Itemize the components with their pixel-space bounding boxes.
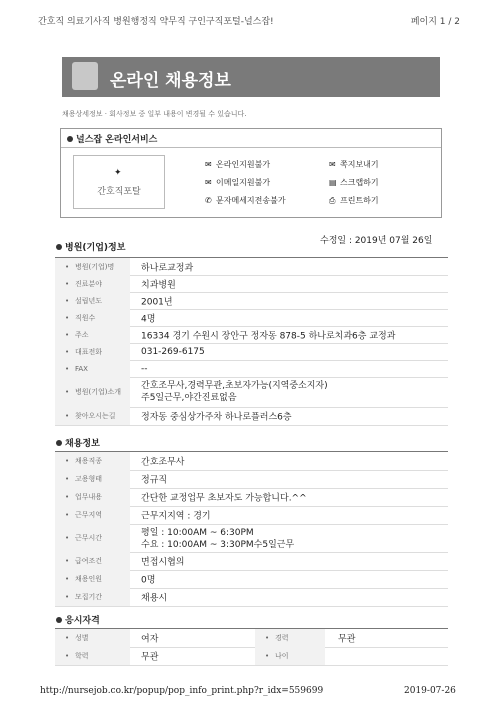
info-row	[55, 258, 448, 276]
row-label: • FAX	[55, 360, 130, 377]
print-header-page: 페이지 1 / 2	[410, 17, 460, 27]
bullet-icon	[56, 440, 62, 446]
row-label: • 급여조건	[55, 552, 130, 570]
recruit-title-text: 채용정보	[65, 439, 100, 449]
row-value: 무관	[338, 634, 356, 645]
qualification-section-title	[56, 613, 100, 626]
info-row	[55, 647, 448, 666]
row-value: 하나로교정과	[141, 263, 194, 273]
send-message-label: 쪽지보내기	[340, 160, 379, 169]
bullet-icon: •	[65, 279, 70, 288]
row-value: 0명	[141, 575, 156, 586]
send-message-button[interactable]	[329, 159, 379, 170]
row-label: • 직원수	[55, 309, 130, 326]
banner	[62, 57, 440, 97]
online-apply-button[interactable]	[205, 159, 270, 170]
scrap-button[interactable]	[329, 177, 379, 188]
service-title-text: 널스잡 온라인서비스	[76, 135, 158, 145]
info-row	[55, 326, 448, 344]
print-label: 프린트하기	[340, 196, 379, 205]
bullet-icon: •	[65, 457, 70, 465]
info-row	[55, 452, 448, 471]
print-button[interactable]	[329, 195, 379, 206]
sparkle-icon: ✦	[114, 168, 122, 178]
notice-text: 채용상세정보 · 회사정보 중 일부 내용이 변경될 수 있습니다.	[62, 110, 247, 118]
row-value: 간단한 교정업무 초보자도 가능합니다.^^	[141, 493, 307, 504]
row-value: 간호조무사,경력무관,초보자가능(지역중소지자) 주5일근무,야간진료없음	[141, 381, 328, 403]
mail-icon: ✉	[205, 160, 212, 169]
row-label: • 근무지역	[55, 506, 130, 524]
row-label: • 채용직종	[55, 452, 130, 470]
row-label: • 채용인원	[55, 570, 130, 588]
online-service-box	[60, 128, 442, 218]
row-value: 정자동 중심상가주차 하나로플러스6층	[141, 412, 292, 423]
bullet-icon: •	[65, 313, 70, 322]
info-row	[55, 524, 448, 553]
row-label: • 경력	[255, 629, 325, 647]
info-row	[55, 506, 448, 525]
row-value: 4명	[141, 314, 156, 324]
bullet-icon: •	[65, 557, 70, 565]
row-value: 채용시	[141, 593, 168, 604]
row-label: • 나이	[255, 647, 325, 665]
note-icon: ✉	[329, 160, 336, 169]
footer-url: http://nursejob.co.kr/popup/pop_info_print.php?r_idx=559699	[40, 686, 324, 696]
scrap-icon: ▤	[329, 178, 337, 187]
bullet-icon	[56, 617, 62, 623]
sms-button[interactable]	[205, 195, 286, 206]
scrap-label: 스크랩하기	[340, 178, 379, 187]
row-label: • 모집기간	[55, 588, 130, 606]
bullet-icon: •	[65, 511, 70, 519]
row-label: • 진료분야	[55, 275, 130, 292]
row-value: 정규직	[141, 475, 168, 486]
info-row	[55, 360, 448, 378]
modified-date: 수정일 : 2019년 07월 26일	[320, 236, 433, 246]
row-label: • 찾아오시는길	[55, 407, 130, 425]
bullet-icon: •	[65, 388, 70, 396]
row-value: 2001년	[141, 297, 173, 307]
info-row	[55, 309, 448, 327]
bullet-icon: •	[265, 652, 270, 660]
info-row	[55, 275, 448, 293]
row-label: • 대표전화	[55, 343, 130, 360]
bullet-icon: •	[65, 575, 70, 583]
info-row	[55, 292, 448, 310]
info-row	[55, 470, 448, 489]
row-label: • 고용형태	[55, 470, 130, 488]
bullet-icon: •	[65, 347, 70, 356]
email-apply-button[interactable]	[205, 177, 270, 188]
banner-title: 온라인 채용정보	[110, 71, 231, 91]
row-value: 면접시협의	[141, 557, 185, 568]
sms-label: 문자메세지전송불가	[216, 196, 286, 205]
info-row	[55, 377, 448, 408]
row-value: --	[141, 363, 148, 374]
bullet-icon: •	[65, 330, 70, 339]
info-row	[55, 407, 448, 426]
row-value: 무관	[141, 652, 159, 663]
row-value: 여자	[141, 634, 159, 645]
bullet-icon: •	[65, 296, 70, 305]
portal-label: 간호직포탈	[97, 187, 141, 197]
qualification-title-text: 응시자격	[65, 616, 100, 626]
recruit-section-title	[56, 436, 100, 449]
bullet-icon	[56, 244, 62, 250]
row-label: • 업무내용	[55, 488, 130, 506]
info-row	[55, 343, 448, 361]
bullet-icon: •	[65, 634, 70, 642]
bullet-icon: •	[65, 262, 70, 271]
info-row	[55, 588, 448, 607]
row-label: • 학력	[55, 647, 130, 665]
bullet-icon: •	[65, 364, 70, 373]
row-value: 간호조무사	[141, 457, 185, 468]
row-label: • 설립년도	[55, 292, 130, 309]
bullet-icon	[67, 136, 73, 142]
hospital-section-title	[56, 240, 125, 253]
row-label: • 병원(기업)명	[55, 258, 130, 275]
phone-icon: ✆	[205, 196, 212, 205]
row-value: 근무지지역 : 경기	[141, 511, 211, 522]
row-value: 031-269-6175	[141, 346, 205, 357]
print-header-title: 간호직 의료기사직 병원행정직 약무직 구인구직포털-널스잡!	[38, 17, 274, 27]
bullet-icon: •	[65, 534, 70, 542]
email-apply-label: 이메일지원불가	[216, 178, 271, 187]
bullet-icon: •	[65, 652, 70, 660]
online-apply-label: 온라인지원불가	[216, 160, 271, 169]
bullet-icon: •	[65, 593, 70, 601]
building-icon	[72, 62, 98, 90]
row-label: • 병원(기업)소개	[55, 377, 130, 407]
footer-date: 2019-07-26	[404, 686, 456, 696]
service-title	[67, 132, 157, 145]
row-value: 평일 : 10:00AM ~ 6:30PM 수요 : 10:00AM ~ 3:30PM수5일근무	[141, 528, 295, 550]
row-label: • 근무시간	[55, 524, 130, 552]
email-icon: ✉	[205, 178, 212, 187]
row-label: • 성별	[55, 629, 130, 647]
bullet-icon: •	[65, 412, 70, 420]
bullet-icon: •	[65, 493, 70, 501]
row-value: 16334 경기 수원시 장안구 정자동 878-5 하나로치과6층 교정과	[141, 331, 396, 341]
info-row	[55, 488, 448, 507]
row-label: • 주소	[55, 326, 130, 343]
info-row	[55, 629, 448, 648]
hospital-title-text: 병원(기업)정보	[65, 243, 126, 253]
bullet-icon: •	[65, 475, 70, 483]
row-value: 치과병원	[141, 280, 176, 290]
printer-icon: ⎙	[329, 196, 336, 205]
bullet-icon: •	[265, 634, 270, 642]
divider	[61, 147, 441, 148]
portal-button[interactable]	[73, 155, 165, 209]
info-row	[55, 552, 448, 571]
info-row	[55, 570, 448, 589]
